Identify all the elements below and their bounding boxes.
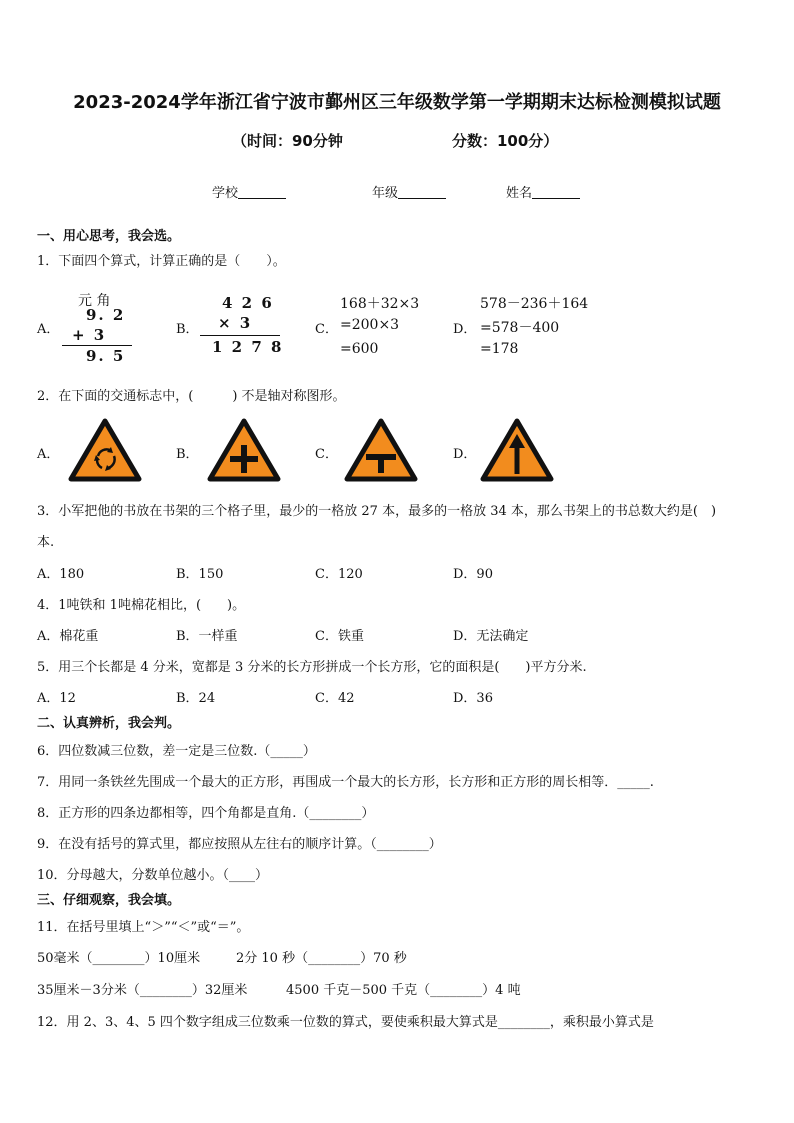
q1-c-row2: =200×3	[340, 317, 400, 333]
question-9: 9．在没有括号的算式里，都应按照从左往右的顺序计算。（________）	[37, 837, 442, 852]
q1-b-row3: 1 2 7 8	[212, 338, 284, 356]
q3-option-c[interactable]: C．120	[315, 567, 363, 582]
school-line[interactable]	[238, 186, 286, 199]
q1-c-row3: =600	[340, 341, 379, 357]
section-2-heading: 二、认真辨析，我会判。	[37, 716, 181, 731]
q1-b-row2: × 3	[218, 314, 253, 332]
q11-row1-left: 50毫米（________）10厘米	[37, 951, 201, 966]
q1-d-row1: 578－236＋164	[480, 296, 589, 312]
q11-row1-right: 2分 10 秒（________）70 秒	[236, 951, 407, 966]
q5-option-c[interactable]: C．42	[315, 691, 355, 706]
section-3-heading: 三、仔细观察，我会填。	[37, 893, 181, 908]
grade-label: 年级	[372, 186, 399, 201]
school-label: 学校	[212, 186, 239, 201]
q3-option-d[interactable]: D．90	[453, 567, 493, 582]
crossroad-sign-icon	[207, 418, 281, 482]
q4-option-c[interactable]: C．铁重	[315, 629, 364, 644]
q1-option-d-label[interactable]: D．	[453, 322, 477, 337]
roundabout-sign-icon	[68, 418, 142, 482]
grade-line[interactable]	[398, 186, 446, 199]
school-field[interactable]	[212, 182, 286, 201]
q1-a-row3: 9. 5	[86, 347, 126, 365]
question-3-stem: 3．小军把他的书放在书架的三个格子里，最少的一格放 27 本，最多的一格放 34 本，那么书架上的书总数大约是( )	[37, 504, 717, 519]
q5-option-d[interactable]: D．36	[453, 691, 493, 706]
q1-d-row2: =578－400	[480, 320, 560, 336]
question-10: 10．分母越大，分数单位越小。（____）	[37, 868, 269, 883]
question-4-stem: 4．1吨铁和 1吨棉花相比，( )。	[37, 598, 246, 613]
q2-option-b-label[interactable]: B．	[176, 447, 199, 462]
straight-ahead-sign-icon	[480, 418, 554, 482]
q3-option-b[interactable]: B．150	[176, 567, 224, 582]
exam-time: （时间：90分钟	[232, 132, 343, 150]
q1-c-row1: 168＋32×3	[340, 296, 420, 312]
q4-option-d[interactable]: D．无法确定	[453, 629, 529, 644]
q4-option-a[interactable]: A．棉花重	[37, 629, 99, 644]
question-2-stem: 2．在下面的交通标志中，( ) 不是轴对称图形。	[37, 389, 346, 404]
name-field[interactable]	[506, 182, 580, 201]
question-1-stem: 1．下面四个算式，计算正确的是（ ）。	[37, 254, 286, 269]
grade-field[interactable]	[372, 182, 446, 201]
q1-b-row1: 4 2 6	[222, 294, 274, 312]
q1-option-b-label[interactable]: B．	[176, 322, 199, 337]
q2-option-d-label[interactable]: D．	[453, 447, 477, 462]
q1-d-row3: =178	[480, 341, 519, 357]
q1-b-rule	[200, 335, 280, 336]
q5-option-b[interactable]: B．24	[176, 691, 216, 706]
question-8: 8．正方形的四条边都相等，四个角都是直角.（________）	[37, 806, 375, 821]
q1-a-rule	[62, 345, 132, 346]
name-label: 姓名	[506, 186, 533, 201]
q1-a-header: 元 角	[78, 293, 111, 309]
section-1-heading: 一、用心思考，我会选。	[37, 229, 181, 244]
t-junction-sign-icon	[344, 418, 418, 482]
q1-option-c-label[interactable]: C．	[315, 322, 338, 337]
q5-option-a[interactable]: A．12	[37, 691, 76, 706]
q1-a-row1: 9. 2	[86, 306, 126, 324]
page-title: 2023-2024学年浙江省宁波市鄞州区三年级数学第一学期期末达标检测模拟试题	[73, 92, 721, 113]
question-12: 12．用 2、3、4、5 四个数字组成三位数乘一位数的算式，要使乘积最大算式是________，乘积最小算式是	[37, 1015, 654, 1030]
question-7: 7．用同一条铁丝先围成一个最大的正方形，再围成一个最大的长方形，长方形和正方形的周长相等．_____.	[37, 775, 654, 790]
q1-option-a-label[interactable]: A．	[37, 322, 60, 337]
q3-option-a[interactable]: A．180	[37, 567, 85, 582]
question-11-stem: 11．在括号里填上“＞”“＜”或“＝”。	[37, 920, 250, 935]
name-line[interactable]	[532, 186, 580, 199]
q11-row2-right: 4500 千克－500 千克（________）4 吨	[286, 983, 521, 998]
q4-option-b[interactable]: B．一样重	[176, 629, 238, 644]
question-6: 6．四位数减三位数，差一定是三位数.（_____）	[37, 744, 316, 759]
q1-a-row2: + 3	[72, 326, 107, 344]
question-5-stem: 5．用三个长都是 4 分米，宽都是 3 分米的长方形拼成一个长方形，它的面积是( )平方分米.	[37, 660, 587, 675]
q11-row2-left: 35厘米－3分米（________）32厘米	[37, 983, 248, 998]
exam-score: 分数：100分）	[452, 132, 559, 150]
q2-option-a-label[interactable]: A．	[37, 447, 60, 462]
q2-option-c-label[interactable]: C．	[315, 447, 338, 462]
question-3-stem-cont: 本.	[37, 535, 55, 550]
